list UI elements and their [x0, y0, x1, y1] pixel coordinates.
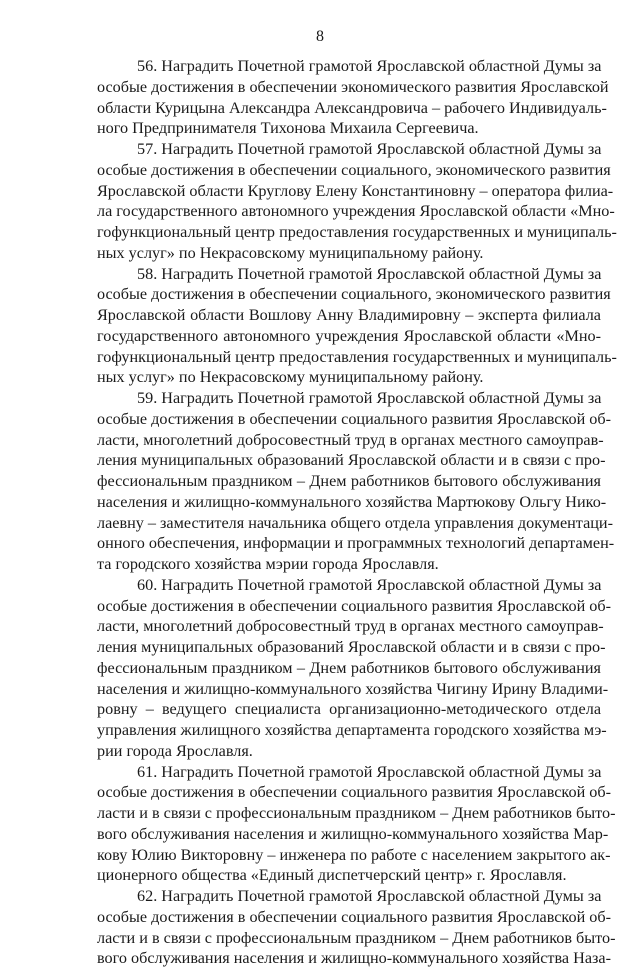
text-line: Ярославской области Вошлову Анну Владимировну – эксперта филиала [97, 306, 601, 324]
text-line: Ярославской области Круглову Елену Константиновну – оператора филиа- [97, 181, 614, 200]
text-line: ционерного общества «Единый диспетчерский центр» г. Ярославля. [97, 866, 567, 885]
text-line: вого обслуживания населения и жилищно-коммунального хозяйства Наза- [97, 949, 611, 968]
text-line: государственного автономного учреждения Ярославской области «Мно- [97, 326, 601, 345]
text-line: особые достижения в обеспечении социального развития Ярославской об- [97, 907, 612, 926]
text-line: ласти, многолетний добросовестный труд в органах местного самоуправ- [97, 430, 604, 449]
text-line: фессиональным праздником – Днем работников бытового обслуживания [97, 472, 601, 490]
text-line: особые достижения в обеспечении социального развития Ярославской об- [97, 783, 612, 802]
text-line: гофункциональный центр предоставления государственных и муниципаль- [97, 347, 617, 366]
page-number: 8 [316, 28, 324, 45]
text-line: особые достижения в обеспечении экономического развития Ярославской [97, 77, 609, 96]
text-line: вого обслуживания населения и жилищно-коммунального хозяйства Мар- [97, 824, 609, 843]
text-line: фессиональным праздником – Днем работников бытового обслуживания [97, 658, 601, 677]
text-line: ного Предпринимателя Тихонова Михаила Сергеевича. [97, 119, 479, 138]
text-line: ления муниципальных образований Ярославской области и в связи с про- [97, 451, 606, 470]
text-line: 60. Наградить Почетной грамотой Ярославской областной Думы за [137, 575, 602, 594]
text-line: 62. Наградить Почетной грамотой Ярославской областной Думы за [137, 887, 602, 905]
text-line: 59. Наградить Почетной грамотой Ярославской областной Думы за [137, 389, 602, 407]
text-line: населения и жилищно-коммунального хозяйства Чигину Ирину Владими- [97, 679, 609, 698]
text-line: лаевну – заместителя начальника общего отдела управления документаци- [97, 513, 613, 532]
text-line: ных услуг» по Некрасовскому муниципальному району. [97, 368, 484, 387]
text-line: области Курицына Александра Александровича – рабочего Индивидуаль- [97, 98, 607, 117]
text-line: ласти, многолетний добросовестный труд в органах местного самоуправ- [97, 617, 604, 636]
text-line: ласти и в связи с профессиональным праздником – Днем работников быто- [97, 804, 616, 822]
text-line: ных услуг» по Некрасовскому муниципальному району. [97, 243, 484, 262]
text-line: особые достижения в обеспечении социального развития Ярославской об- [97, 409, 612, 428]
text-line: ла государственного автономного учреждения Ярославской области «Мно- [97, 202, 615, 221]
text-line: кову Юлию Викторовну – инженера по работе с населением закрытого ак- [97, 845, 611, 864]
text-line: населения и жилищно-коммунального хозяйства Мартюкову Ольгу Нико- [97, 492, 607, 511]
text-line: особые достижения в обеспечении социального развития Ярославской об- [97, 596, 612, 615]
text-line: управления жилищного хозяйства департамента городского хозяйства мэ- [97, 721, 607, 739]
text-line: 56. Наградить Почетной грамотой Ярославской областной Думы за [137, 57, 602, 75]
text-line: ления муниципальных образований Ярославской области и в связи с про- [97, 638, 606, 656]
text-line: 57. Наградить Почетной грамотой Ярославской областной Думы за [137, 140, 602, 158]
text-line: ровну – ведущего специалиста организационно-методического отдела [97, 700, 601, 719]
text-line: онного обеспечения, информации и программных технологий департамен- [97, 534, 615, 553]
text-line: ласти и в связи с профессиональным праздником – Днем работников быто- [97, 928, 616, 947]
text-line: 58. Наградить Почетной грамотой Ярославской областной Думы за [137, 264, 602, 283]
text-line: особые достижения в обеспечении социального, экономического развития [97, 285, 611, 304]
text-line: 61. Наградить Почетной грамотой Ярославской областной Думы за [137, 762, 602, 781]
text-line: рии города Ярославля. [97, 741, 253, 760]
text-line: особые достижения в обеспечении социального, экономического развития [97, 160, 611, 179]
text-line: та городского хозяйства мэрии города Ярославля. [97, 555, 439, 573]
text-line: гофункциональный центр предоставления государственных и муниципаль- [97, 223, 617, 241]
